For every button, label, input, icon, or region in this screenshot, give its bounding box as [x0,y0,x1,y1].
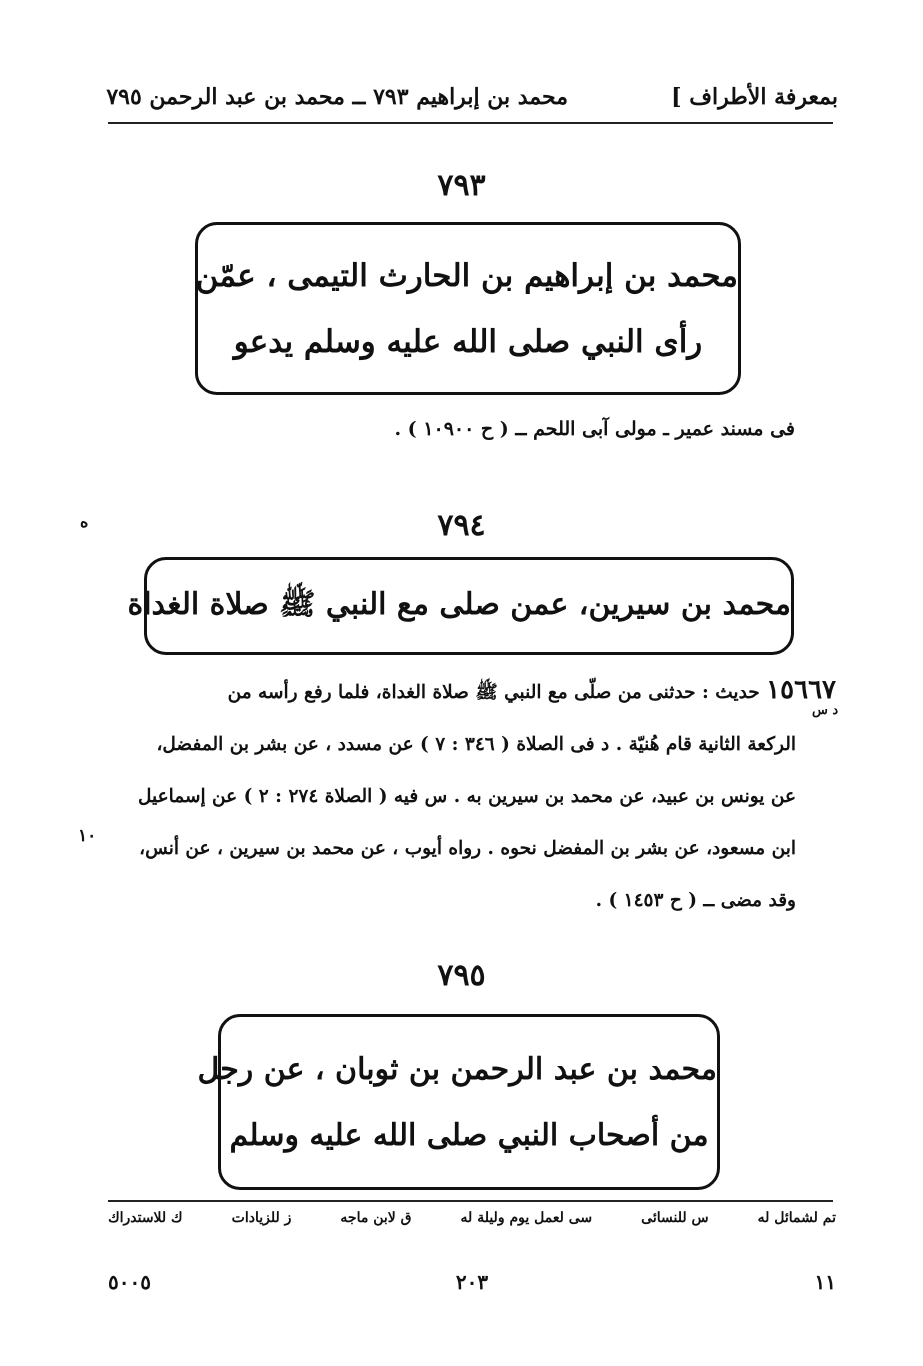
entry-number-793: ٧٩٣ [437,168,486,203]
running-header [108,78,838,118]
header-section-title: بمعرفة الأطراف ] [671,84,838,110]
abbreviation-item: تم لشمائل له [757,1210,836,1226]
page-footer [108,1270,836,1300]
abbreviation-item: ز للزيادات [231,1210,292,1226]
hadith-line: عن يونس بن عبيد، عن محمد بن سيرين به . س فيه ( الصلاة ٢٧٤ : ٢ ) عن إسماعيل [137,786,796,807]
entry-title-line: محمد بن عبد الرحمن بن ثوبان ، عن رجل [197,1052,717,1087]
line-number-marker: ١٠ [78,826,97,846]
abbreviation-item: سى لعمل يوم وليلة له [460,1210,593,1226]
abbreviation-item: ق لابن ماجه [340,1210,412,1226]
margin-sigla: د س [812,703,839,718]
header-rule [108,122,833,124]
hadith-line: وقد مضى ــ ( ح ١٤٥٣ ) . [595,890,796,911]
header-entry-range: محمد بن إبراهيم ٧٩٣ ــ محمد بن عبد الرحمن ٧٩٥ [106,84,568,110]
entry-title-frame [197,1014,720,1190]
hadith-line: ابن مسعود، عن بشر بن المفضل نحوه . رواه أيوب ، عن محمد بن سيرين ، عن أنس، [139,838,796,859]
entry-source-ref: فى مسند عمير ـ مولى آبى اللحم ــ ( ح ١٠٩٠٠ ) . [394,418,795,440]
hadith-block [108,664,839,927]
page-number: ٢٠٣ [455,1270,489,1294]
volume-number: ١١ [814,1270,836,1294]
entry-title-line: محمد بن سيرين، عمن صلى مع النبي ﷺ صلاة الغداة [127,587,791,622]
abbreviation-key [108,1210,836,1226]
entry-title-line: من أصحاب النبي صلى الله عليه وسلم [229,1118,709,1153]
entry-title-line: محمد بن إبراهيم بن الحارث التيمى ، عمّن [195,258,738,294]
entry-number-795: ٧٩٥ [437,958,486,993]
footer-rule [108,1200,833,1202]
hadith-line [108,664,839,719]
hadith-number: ١٥٦٦٧ [766,675,836,705]
entry-title-line: رأى النبي صلى الله عليه وسلم يدعو [233,324,703,360]
margin-mark: ه [80,512,89,531]
hadith-text: حديث : حدثنى من صلّى مع النبي ﷺ صلاة الغداة، فلما رفع رأسه من [227,682,760,703]
entry-title-frame [195,222,741,395]
abbreviation-item: ك للاستدراك [108,1210,183,1226]
reference-number: ٥٠٠٥ [108,1270,151,1294]
hadith-line: الركعة الثانية قام هُنيّة . د فى الصلاة ( ٣٤٦ : ٧ ) عن مسدد ، عن بشر بن المفضل، [156,734,796,755]
entry-title-frame [127,557,794,655]
entry-number-794: ٧٩٤ [437,508,486,543]
abbreviation-item: س للنسائى [641,1210,709,1226]
